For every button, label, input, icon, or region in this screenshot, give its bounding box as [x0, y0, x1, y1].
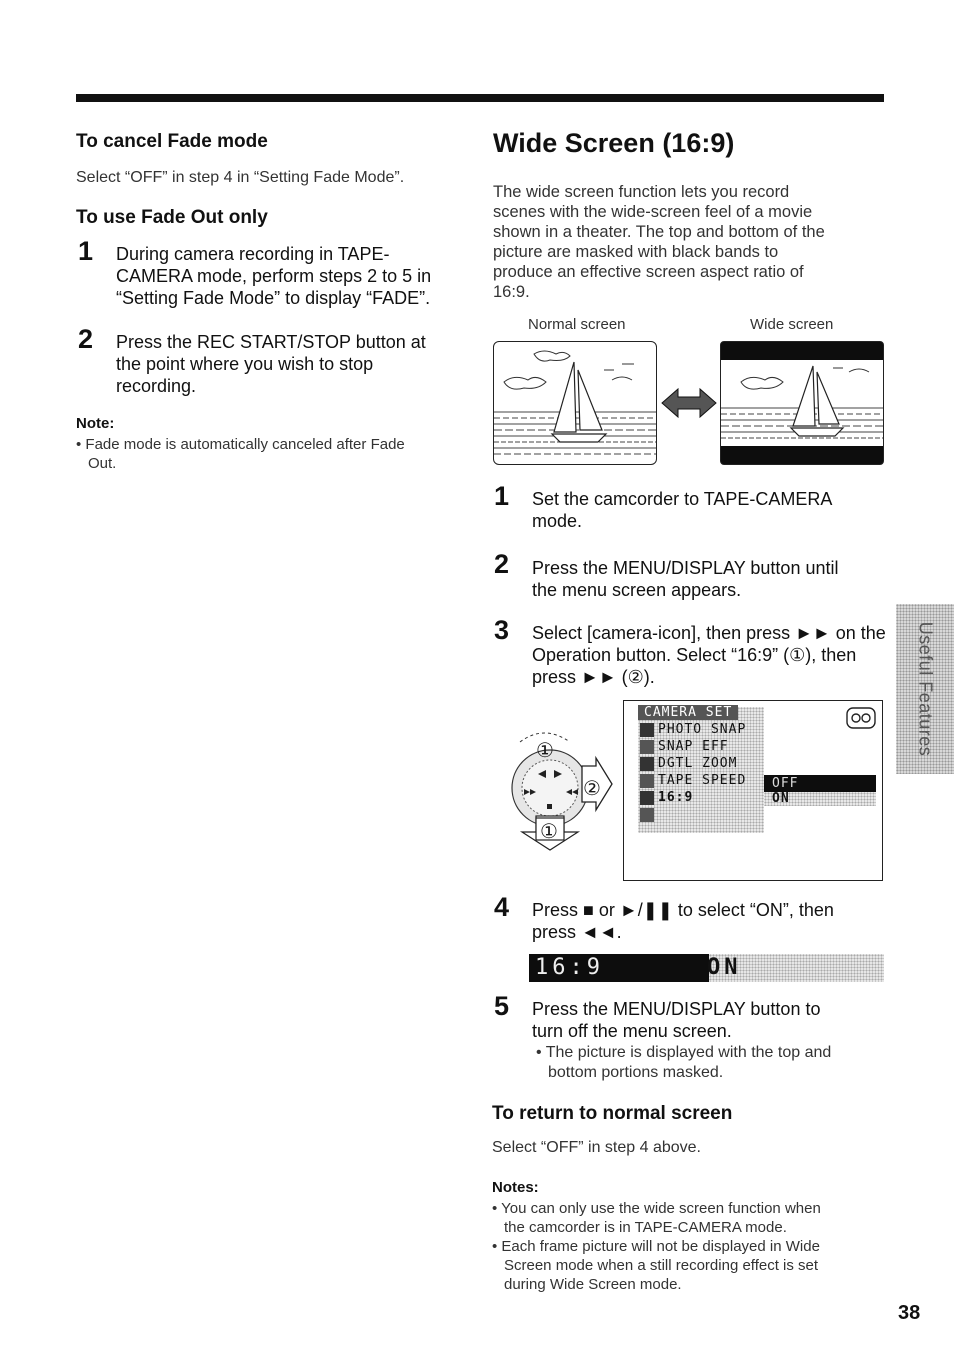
line: The wide screen function lets you record [493, 183, 790, 201]
cancel-fade-heading: To cancel Fade mode [76, 131, 268, 152]
line: mode. [532, 511, 583, 531]
note-item [492, 1237, 821, 1294]
dial-label-right: ② [583, 778, 601, 800]
double-arrow-icon [660, 386, 718, 420]
line: CAMERA mode, perform steps 2 to 5 in [116, 266, 432, 286]
line: Press the MENU/DISPLAY button until [532, 558, 839, 578]
side-tab-label: Useful Features [915, 621, 936, 757]
line: recording. [116, 376, 197, 396]
line: turn off the menu screen. [532, 1021, 732, 1041]
line: 16:9. [493, 283, 530, 301]
fadeout-heading: To use Fade Out only [76, 207, 268, 228]
dial-label-down: ① [540, 821, 558, 843]
line: Press ■ or ►/❚❚ to select “ON”, then [532, 900, 834, 920]
left-step-1-number: 1 [78, 236, 94, 266]
line: Out. [88, 455, 117, 472]
menu-item-photo-snap: PHOTO SNAP [658, 722, 747, 737]
left-step-1-text [116, 243, 431, 309]
left-step-2-text [116, 331, 426, 397]
line: scenes with the wide-screen feel of a movie [493, 203, 813, 221]
normal-screen-illustration [493, 341, 657, 465]
line: Operation button. Select “16:9” (①), then [532, 645, 857, 665]
camera-icon [640, 723, 654, 737]
setup-icon [640, 791, 654, 805]
line: Press the MENU/DISPLAY button to [532, 999, 821, 1019]
right-step-1-text [532, 488, 832, 532]
tape-icon [640, 757, 654, 771]
return-icon [640, 808, 654, 822]
menu-item-16-9: 16:9 [658, 790, 694, 805]
return-text: Select “OFF” in step 4 above. [492, 1139, 701, 1156]
wide-screen-on-banner [529, 954, 884, 982]
menu-title: CAMERA SET [638, 705, 738, 720]
line: press ►► (②). [532, 667, 655, 687]
intro-text [493, 182, 825, 302]
right-step-2-number: 2 [494, 549, 510, 579]
line: press ◄◄. [532, 922, 622, 942]
line: the point where you wish to stop [116, 354, 374, 374]
right-step-3-number: 3 [494, 615, 510, 645]
menu-item-tape-speed: TAPE SPEED [658, 773, 747, 788]
line: Screen mode when a still recording effect is set [504, 1257, 819, 1274]
line: Select [camera-icon], then press ►► on the [532, 623, 886, 643]
sailboat-scene-icon [494, 342, 656, 464]
line: the camcorder is in TAPE-CAMERA mode. [504, 1219, 787, 1236]
line: shown in a theater. The top and bottom of the [493, 223, 825, 241]
line: “Setting Fade Mode” to display “FADE”. [116, 288, 431, 308]
step-5-bullet [536, 1043, 831, 1083]
banner-label: 16:9 [535, 955, 604, 980]
display-icon [640, 774, 654, 788]
line: • You can only use the wide screen function when [492, 1200, 821, 1217]
line: produce an effective screen aspect ratio of [493, 263, 804, 281]
line: the menu screen appears. [532, 580, 742, 600]
right-step-2-text [532, 557, 838, 601]
left-step-2-number: 2 [78, 324, 94, 354]
tape-cassette-icon [846, 707, 876, 729]
menu-item-dgtl-zoom: DGTL ZOOM [658, 756, 738, 771]
return-heading: To return to normal screen [492, 1103, 733, 1124]
right-step-3-text [532, 622, 886, 688]
line: Set the camcorder to TAPE-CAMERA [532, 489, 833, 509]
line: • Each frame picture will not be displayed in Wide [492, 1238, 820, 1255]
left-note-heading: Note: [76, 415, 115, 432]
note-item [492, 1199, 821, 1237]
dial-label-up: ① [536, 740, 554, 762]
menu-item-snap-eff: SNAP EFF [658, 739, 729, 754]
menu-side-icons [640, 723, 654, 822]
left-note-text [76, 435, 405, 473]
notes-heading: Notes: [492, 1179, 539, 1196]
camera-set-icon [640, 740, 654, 754]
wide-screen-illustration [720, 341, 884, 465]
right-step-1-number: 1 [494, 481, 510, 511]
menu-items [658, 721, 746, 806]
menu-screen [623, 700, 883, 881]
wide-screen-title: Wide Screen (16:9) [493, 128, 735, 158]
line: picture are masked with black bands to [493, 243, 779, 261]
top-rule [76, 94, 884, 102]
caption-normal-screen: Normal screen [528, 316, 626, 333]
menu-option-on: ON [772, 791, 790, 806]
menu-option-off: OFF [772, 776, 799, 791]
sailboat-scene-wide-icon [721, 342, 883, 464]
right-step-4-text [532, 899, 834, 943]
line: bottom portions masked. [548, 1064, 724, 1081]
caption-wide-screen: Wide screen [750, 316, 834, 333]
page-number: 38 [898, 1302, 921, 1324]
line: During camera recording in TAPE- [116, 244, 390, 264]
line: • Fade mode is automatically canceled after Fade [76, 436, 405, 453]
line: Press the REC START/STOP button at [116, 332, 426, 352]
cancel-fade-text: Select “OFF” in step 4 in “Setting Fade Mode”. [76, 169, 405, 186]
notes-list [492, 1199, 821, 1294]
right-step-5-text [532, 998, 820, 1042]
line: during Wide Screen mode. [504, 1276, 682, 1293]
section-side-tab [896, 604, 954, 774]
banner-value: ON [707, 955, 742, 980]
line: • The picture is displayed with the top and [536, 1044, 832, 1061]
right-step-4-number: 4 [494, 892, 510, 922]
right-step-5-number: 5 [494, 991, 510, 1021]
